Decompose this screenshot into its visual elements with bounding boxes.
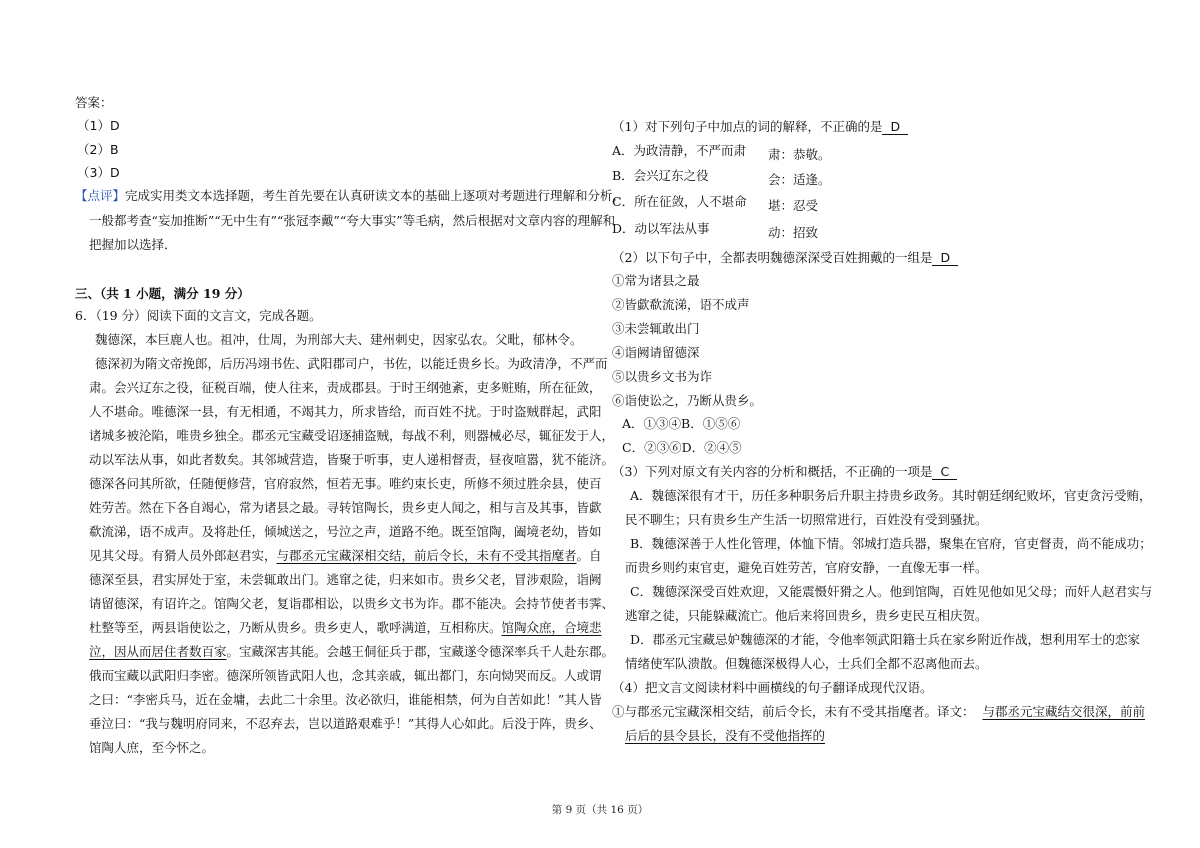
q1-gloss-b: 会：适逢。 [768, 172, 831, 187]
q3-option-c: C．魏德深深受百姓欢迎，又能震慑奸猾之人。他到馆陶，百姓见他如见父母；而奸人赵君实与 [630, 584, 1153, 599]
q1-option-c: C．所在征敛，人不堪命 [612, 194, 747, 209]
passage-line: 俄而宝藏以武阳归李密。德深所领皆武阳人也，念其亲戚，辄出都门，东向恸哭而反。人或谓 [89, 668, 602, 683]
answer-label: 答案： [75, 95, 113, 110]
section-heading: 三、（共 1 小题，满分 19 分） [75, 286, 250, 301]
q1-answer: D [882, 119, 908, 135]
page-footer: 第 9 页（共 16 页） [551, 804, 649, 816]
q3-option-b-cont: 而贵乡则约束官吏，避免百姓劳苦，官府安静，一直像无事一样。 [625, 560, 988, 575]
review-tag: 【点评】 [75, 188, 126, 203]
review-line-1: 【点评】完成实用类文本选择题，考生首先要在认真研读文本的基础上逐项对考题进行理解和分析， [75, 188, 626, 203]
passage-line: 馆陶人庶，至今怀之。 [89, 740, 215, 755]
question-intro: 6．（19 分）阅读下面的文言文，完成各题。 [75, 308, 322, 323]
underlined-sentence-1: 与郡丞元宝藏深相交结，前后令长，未有不受其指麾者 [276, 548, 577, 563]
passage-line: 垂泣曰：“我与魏明府同来，不忍弃去，岂以道路艰难乎！”其得人心如此。后没于阵，贵乡、 [89, 716, 602, 731]
q2-options-cd: C．②③⑥D．②④⑤ [622, 440, 742, 455]
q2-stem: （2）以下句子中，全都表明魏德深深受百姓拥戴的一组是 D [612, 249, 958, 267]
q3-option-a-cont: 民不聊生；只有贵乡生产生活一切照常进行，百姓没有受到骚扰。 [625, 512, 988, 527]
q2-item: ⑤以贵乡文书为诈 [612, 369, 713, 384]
review-line-3: 把握加以选择． [89, 237, 177, 252]
answer-2: （2）B [77, 142, 119, 157]
passage-line: 见其父母。有猾人员外郎赵君实，与郡丞元宝藏深相交结，前后令长，未有不受其指麾者。自 [89, 548, 602, 563]
q3-option-c-cont: 逃窜之徒，只能躲藏流亡。他后来将回贵乡，贵乡吏民互相庆贺。 [625, 608, 988, 623]
q1-option-d: D．动以军法从事 [612, 221, 710, 236]
q4-stem: （4）把文言文阅读材料中画横线的句子翻译成现代汉语。 [612, 680, 933, 695]
q1-gloss-d: 动：招致 [768, 225, 819, 240]
q4-translation-1-cont [625, 727, 825, 745]
q3-answer: C [932, 464, 957, 480]
q2-item: ②皆歔欷流涕，语不成声 [612, 297, 750, 312]
q2-item: ⑥诣使讼之，乃断从贵乡。 [612, 393, 763, 408]
q1-option-b: B．会兴辽东之役 [612, 168, 709, 183]
q4-translation-1: ①与郡丞元宝藏深相交结，前后令长，未有不受其指麾者。译文： 与郡丞元宝藏结交很深，前前 [612, 704, 1145, 719]
answer-3: （3）D [77, 165, 120, 180]
q1-stem: （1）对下列句子中加点的词的解释，不正确的是 D [612, 118, 908, 136]
passage-line: 德深初为隋文帝挽郎，后历冯翊书佐、武阳郡司户，书佐，以能迁贵乡长。为政清净，不严而 [95, 356, 608, 371]
passage-line: 人不堪命。唯德深一县，有无相通，不竭其力，所求皆给，而百姓不扰。于时盗贼群起，武阳 [89, 404, 602, 419]
passage-line: 德深至县，君实屏处于室，未尝辄敢出门。逃窜之徒，归来如市。贵乡父老，冒涉艰险，诣阙 [89, 572, 602, 587]
q2-answer: D [932, 250, 958, 266]
review-line-2: 一般都考查“妄加推断”“无中生有”“张冠李戴”“夸大事实”等毛病，然后根据对文章内容的理解和 [89, 213, 616, 228]
passage-line: 德深各问其所欲，任随便修营，官府寂然，恒若无事。唯约束长吏，所修不须过胜余县，使百 [89, 476, 602, 491]
q4-answer-1: 与郡丞元宝藏结交很深，前前 [982, 704, 1145, 719]
passage-line: 欷流涕，语不成声。及将赴任，倾城送之，号泣之声，道路不绝。既至馆陶，阖境老幼，皆如 [89, 524, 602, 539]
q3-option-d: D．郡丞元宝藏忌妒魏德深的才能，令他率领武阳籍士兵在家乡附近作战，想利用军士的恋家 [630, 632, 1141, 647]
q2-options-ab: A．①③④B．①⑤⑥ [622, 416, 741, 431]
q2-item: ①常为诸县之最 [612, 273, 700, 288]
q4-answer-1-cont: 后后的县令县长，没有不受他指挥的 [625, 728, 826, 743]
q2-item: ③未尝辄敢出门 [612, 321, 700, 336]
q3-option-d-cont: 情绪使军队溃散。但魏德深极得人心，士兵们全都不忍离他而去。 [625, 656, 988, 671]
passage-line: 姓劳苦。然在下各自竭心，常为诸县之最。寻转馆陶长，贵乡吏人闻之，相与言及其事，皆歔 [89, 500, 602, 515]
q1-gloss-a: 肃：恭敬。 [768, 147, 831, 162]
passage-line: 诸城多被沦陷，唯贵乡独全。郡丞元宝藏受诏逐捕盗贼，每战不利，则器械必尽，辄征发于人， [89, 428, 615, 443]
underlined-sentence-2b: 泣，因从而居住者数百家 [89, 644, 227, 659]
q1-gloss-c: 堪：忍受 [768, 198, 819, 213]
passage-line: 魏德深，本巨鹿人也。祖冲，仕周，为刑部大夫、建州刺史，因家弘农。父毗，郁林令。 [95, 332, 583, 347]
answer-1: （1）D [77, 118, 120, 133]
q3-option-b: B．魏德深善于人性化管理，体恤下情。邻城打造兵器，聚集在官府，官吏督责，尚不能成功； [630, 536, 1152, 551]
q3-stem: （3）下列对原文有关内容的分析和概括，不正确的一项是 C [612, 463, 957, 481]
passage-line: 请留德深，有诏许之。馆陶父老，复诣郡相讼，以贵乡文书为诈。郡不能决。会持节使者韦霁、 [89, 596, 615, 611]
q3-option-a: A．魏德深很有才干，历任多种职务后升职主持贵乡政务。其时朝廷纲纪败坏，官吏贪污受贿， [630, 488, 1152, 503]
passage-line: 肃。会兴辽东之役，征税百端，使人往来，责成郡县。于时王纲弛紊，吏多赃贿，所在征敛， [89, 380, 602, 395]
passage-line: 之曰：“李密兵马，近在金墉，去此二十余里。汝必欲归，谁能相禁，何为自苦如此！”其人皆 [89, 692, 602, 707]
passage-line: 动以军法从事，如此者数矣。其邻城营造，皆聚于听事，吏人递相督责，昼夜喧嚣，犹不能济。 [89, 452, 615, 467]
underlined-sentence-2a: 馆陶众庶，合境悲 [501, 620, 602, 635]
q1-option-a: A．为政清静，不严而肃 [612, 143, 747, 158]
passage-line: 杜整等至，两县诣使讼之，乃断从贵乡。贵乡吏人，歌呼满道，互相称庆。馆陶众庶，合境悲 [89, 620, 602, 635]
q2-item: ④诣阙请留德深 [612, 345, 700, 360]
passage-line: 泣，因从而居住者数百家。宝藏深害其能。会越王侗征兵于郡，宝藏遂令德深率兵千人赴东郡。 [89, 644, 615, 659]
